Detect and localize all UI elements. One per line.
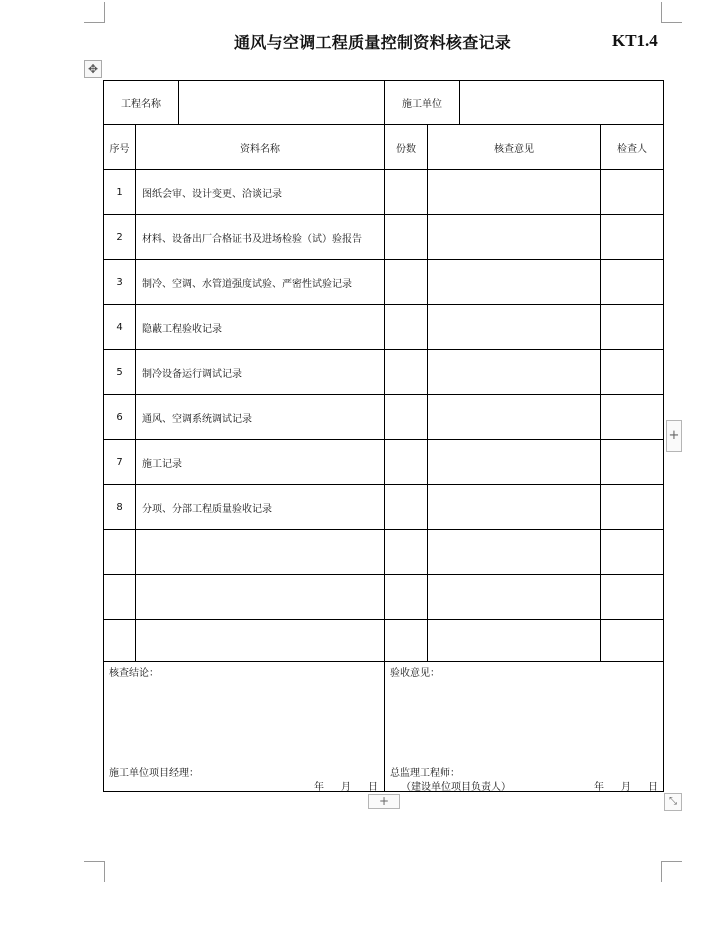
column-header-copies: 份数 [385, 125, 428, 170]
right-month-label: 月 [621, 782, 631, 793]
row-opinion-cell[interactable] [428, 440, 601, 485]
acceptance-opinion-heading: 验收意见： [390, 668, 440, 679]
right-year-label: 年 [594, 782, 604, 793]
column-header-checker: 检查人 [601, 125, 664, 170]
row-name: 通风、空调系统调试记录 [136, 395, 385, 440]
row-seq: 1 [103, 170, 136, 215]
row-checker-cell[interactable] [601, 170, 664, 215]
row-opinion-cell[interactable] [428, 620, 601, 662]
row-opinion-cell[interactable] [428, 305, 601, 350]
row-opinion-cell[interactable] [428, 350, 601, 395]
row-seq: 2 [103, 215, 136, 260]
row-copies-cell[interactable] [385, 575, 428, 620]
right-day-label: 日 [648, 782, 658, 793]
row-seq: 3 [103, 260, 136, 305]
row-seq: 8 [103, 485, 136, 530]
contractor-label: 施工单位 [385, 80, 460, 125]
row-copies-cell[interactable] [385, 350, 428, 395]
contractor-manager-signer: 施工单位项目经理： [109, 768, 199, 779]
row-name[interactable] [136, 530, 385, 575]
chief-supervisor-signer: 总监理工程师： [390, 768, 460, 779]
add-column-icon[interactable]: + [666, 420, 682, 452]
row-name[interactable] [136, 620, 385, 662]
row-checker-cell[interactable] [601, 620, 664, 662]
row-copies-cell[interactable] [385, 305, 428, 350]
table-move-icon[interactable]: ✥ [84, 60, 102, 78]
page-corner-mark-bottom-right [661, 861, 682, 882]
row-name: 制冷、空调、水管道强度试验、严密性试验记录 [136, 260, 385, 305]
row-copies-cell[interactable] [385, 620, 428, 662]
document-title: 通风与空调工程质量控制资料核查记录 [234, 33, 512, 52]
row-name: 制冷设备运行调试记录 [136, 350, 385, 395]
page-corner-mark-bottom-left [84, 861, 105, 882]
row-copies-cell[interactable] [385, 485, 428, 530]
table-resize-icon[interactable]: ⤡ [664, 793, 682, 811]
row-opinion-cell[interactable] [428, 215, 601, 260]
row-name: 隐蔽工程验收记录 [136, 305, 385, 350]
row-name: 图纸会审、设计变更、洽谈记录 [136, 170, 385, 215]
row-name[interactable] [136, 575, 385, 620]
row-checker-cell[interactable] [601, 575, 664, 620]
contractor-field[interactable] [460, 80, 664, 125]
row-seq: 6 [103, 395, 136, 440]
row-opinion-cell[interactable] [428, 395, 601, 440]
row-seq: 4 [103, 305, 136, 350]
row-seq [103, 620, 136, 662]
row-seq [103, 575, 136, 620]
left-day-label: 日 [368, 782, 378, 793]
row-seq: 5 [103, 350, 136, 395]
acceptance-opinion-block[interactable] [385, 662, 664, 792]
row-name: 施工记录 [136, 440, 385, 485]
row-copies-cell[interactable] [385, 260, 428, 305]
row-copies-cell[interactable] [385, 215, 428, 260]
page-corner-mark-top-right [661, 2, 682, 23]
check-conclusion-heading: 核查结论： [109, 668, 159, 679]
row-copies-cell[interactable] [385, 530, 428, 575]
row-seq: 7 [103, 440, 136, 485]
row-checker-cell[interactable] [601, 350, 664, 395]
row-checker-cell[interactable] [601, 215, 664, 260]
left-month-label: 月 [341, 782, 351, 793]
row-copies-cell[interactable] [385, 440, 428, 485]
project-name-label: 工程名称 [103, 80, 179, 125]
row-checker-cell[interactable] [601, 485, 664, 530]
row-opinion-cell[interactable] [428, 575, 601, 620]
column-header-seq: 序号 [103, 125, 136, 170]
row-copies-cell[interactable] [385, 395, 428, 440]
check-record-table [103, 80, 664, 792]
row-checker-cell[interactable] [601, 440, 664, 485]
project-name-field[interactable] [179, 80, 385, 125]
row-name: 分项、分部工程质量验收记录 [136, 485, 385, 530]
row-name: 材料、设备出厂合格证书及进场检验（试）验报告 [136, 215, 385, 260]
form-code: KT1.4 [612, 31, 658, 50]
row-checker-cell[interactable] [601, 305, 664, 350]
row-checker-cell[interactable] [601, 395, 664, 440]
row-opinion-cell[interactable] [428, 170, 601, 215]
check-conclusion-block[interactable] [103, 662, 385, 792]
owner-project-lead-label: （建设单位项目负责人） [401, 782, 511, 793]
column-header-name: 资料名称 [136, 125, 385, 170]
row-seq [103, 530, 136, 575]
row-opinion-cell[interactable] [428, 260, 601, 305]
left-year-label: 年 [314, 782, 324, 793]
row-checker-cell[interactable] [601, 260, 664, 305]
column-header-opinion: 核查意见 [428, 125, 601, 170]
row-opinion-cell[interactable] [428, 485, 601, 530]
page-corner-mark-top-left [84, 2, 105, 23]
add-row-icon[interactable]: + [368, 794, 400, 809]
row-opinion-cell[interactable] [428, 530, 601, 575]
row-checker-cell[interactable] [601, 530, 664, 575]
row-copies-cell[interactable] [385, 170, 428, 215]
